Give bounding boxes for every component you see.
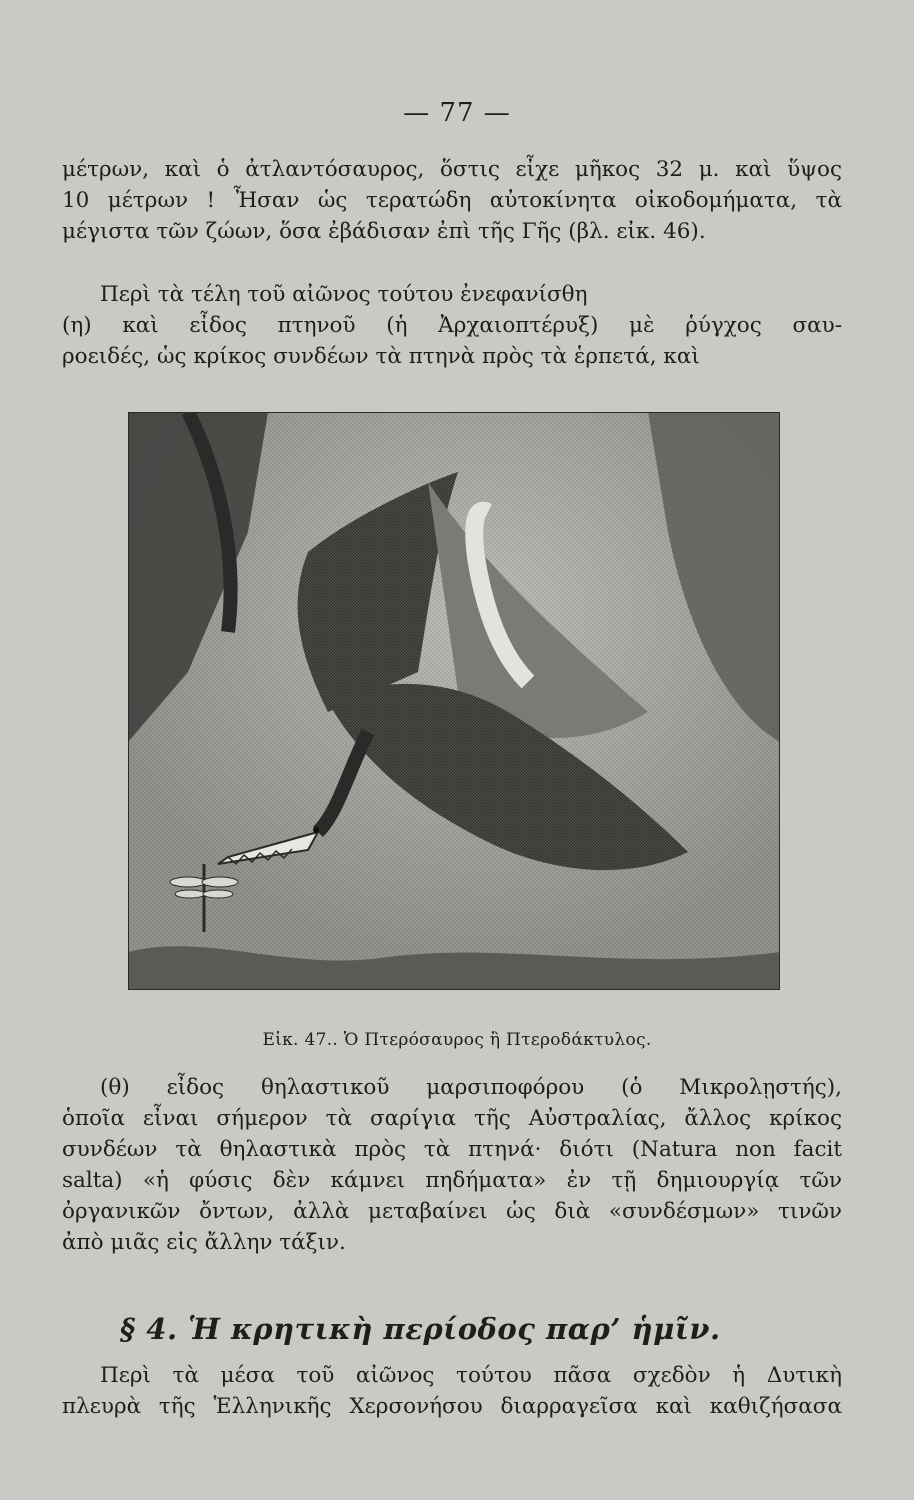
text-line: μέγιστα τῶν ζώων, ὅσα ἐβάδισαν ἐπὶ τῆς Γῆς (βλ. εἰκ. 46). [62, 219, 706, 244]
text-line: ὀργανικῶν ὄντων, ἀλλὰ μεταβαίνει ὡς διὰ «συνδέσμων» τινῶν [62, 1199, 842, 1224]
text-line: (η) καὶ εἶδος πτηνοῦ (ἡ Ἀρχαιοπτέρυξ) μὲ ῥύγχος σαυ- [62, 313, 842, 338]
figure-caption: Εἰκ. 47.. Ὁ Πτερόσαυρος ἢ Πτεροδάκτυλος. [262, 1030, 652, 1050]
text-line: 10 μέτρων ! Ἦσαν ὡς τερατώδη αὐτοκίνητα οἰκοδομήματα, τὰ [62, 188, 842, 213]
text-line: πλευρὰ τῆς Ἑλληνικῆς Χερσονήσου διαρραγεῖσα καὶ καθιζήσασα [62, 1394, 842, 1419]
text-line: (θ) εἶδος θηλαστικοῦ μαρσιποφόρου (ὁ Μικρολῃστής), [100, 1075, 842, 1100]
text-line: Περὶ τὰ τέλη τοῦ αἰῶνος τούτου ἐνεφανίσθη [100, 282, 588, 307]
section-heading: § 4. Ἡ κρητικὴ περίοδος παρ’ ἡμῖν. [120, 1312, 721, 1346]
text-line: salta) «ἡ φύσις δὲν κάμνει πηδήματα» ἐν τῇ δημιουργίᾳ τῶν [62, 1168, 842, 1193]
text-line: Περὶ τὰ μέσα τοῦ αἰῶνος τούτου πᾶσα σχεδὸν ἡ Δυτικὴ [100, 1363, 842, 1388]
text-line: ὁποῖα εἶναι σήμερον τὰ σαρίγια τῆς Αὐστραλίας, ἄλλος κρίκος [62, 1106, 842, 1131]
paragraph-cretaceous [62, 1360, 842, 1422]
pterosaur-illustration [128, 412, 780, 990]
paragraph-archaeopteryx [62, 279, 842, 372]
text-line: μέτρων, καὶ ὁ ἀτλαντόσαυρος, ὅστις εἶχε μῆκος 32 μ. καὶ ὕψος [62, 157, 842, 182]
text-line: συνδέων τὰ θηλαστικὰ πρὸς τὰ πτηνά· διότι (Natura non facit [62, 1137, 842, 1162]
pterosaur-eye [313, 827, 319, 833]
paragraph-atlantosaurus [62, 154, 842, 247]
text-line: ἀπὸ μιᾶς εἰς ἄλλην τάξιν. [62, 1230, 346, 1255]
paragraph-microlestes [62, 1072, 842, 1258]
page-number: — 77 — [403, 98, 511, 128]
text-line: ροειδές, ὡς κρίκος συνδέων τὰ πτηνὰ πρὸς τὰ ἑρπετά, καὶ [62, 344, 700, 369]
